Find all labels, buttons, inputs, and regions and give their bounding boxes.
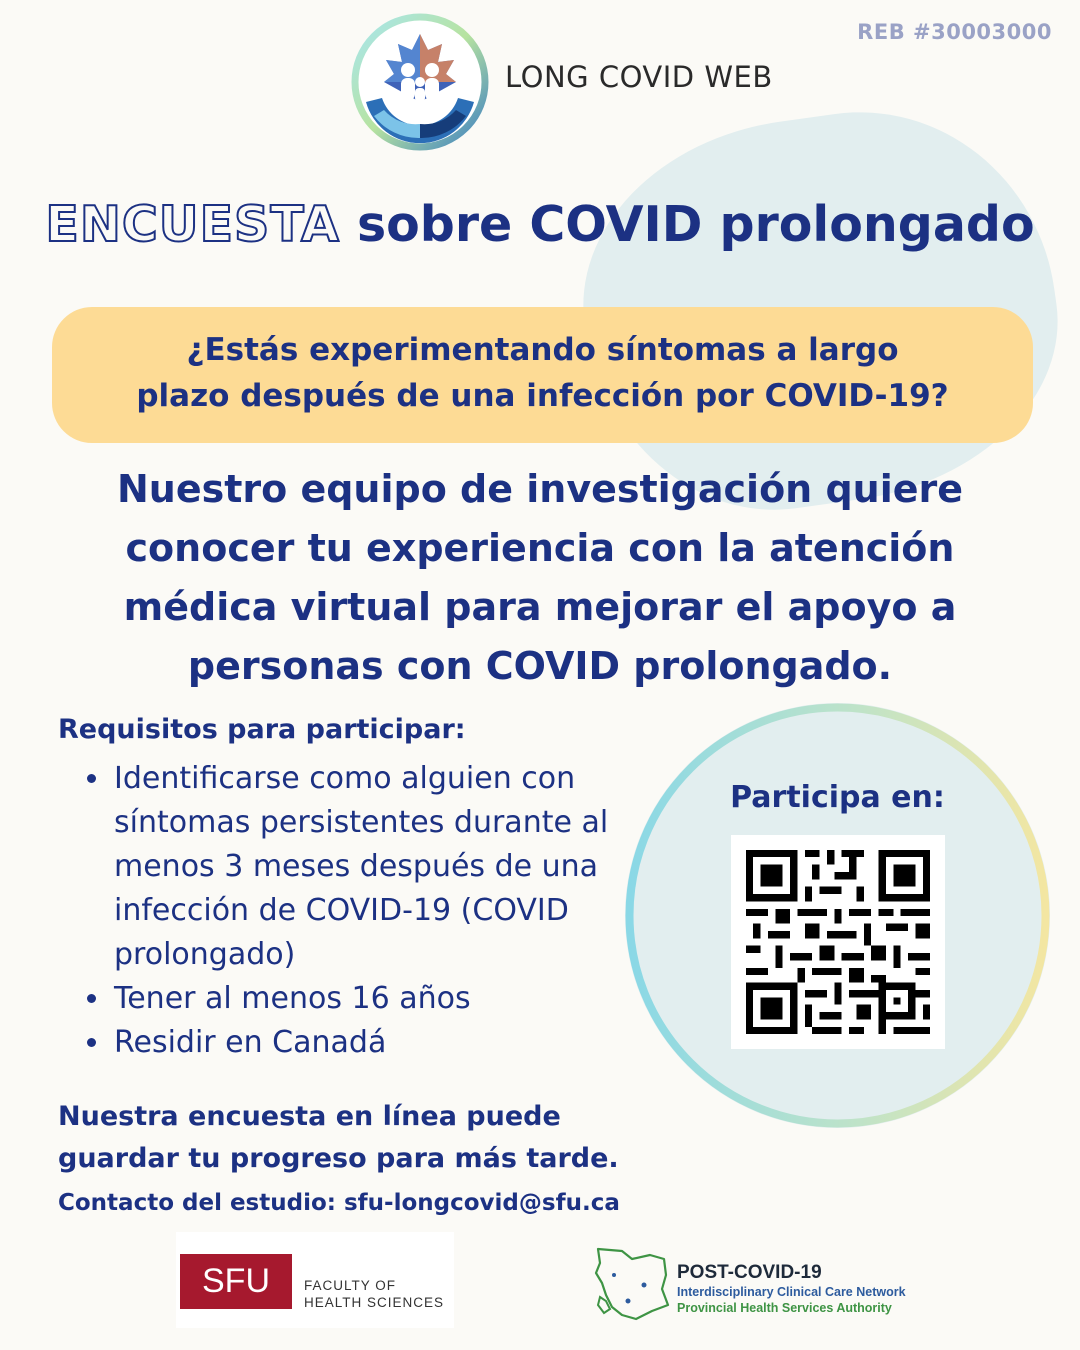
- survey-qr-code[interactable]: [731, 835, 945, 1049]
- lead-paragraph: [40, 460, 1040, 696]
- question-box: [52, 307, 1033, 443]
- postcovid-authority: Provincial Health Services Authority: [677, 1301, 892, 1315]
- requirement-item: • Identificarse como alguien con síntomas persistentes durante al menos 3 meses después de una infección de COVID-19 (COVID prolongado): [112, 757, 672, 977]
- page-title: [0, 196, 1080, 253]
- question-line-1: ¿Estás experimentando síntomas a largo: [186, 332, 899, 368]
- sfu-faculty-line-2: HEALTH SCIENCES: [304, 1295, 445, 1310]
- lead-line-1: Nuestro equipo de investigación quiere: [116, 467, 964, 511]
- save-note-line-1: Nuestra encuesta en línea puede: [58, 1101, 561, 1132]
- reb-number: REB #30003000: [857, 20, 1052, 44]
- logo-text: LONG COVID WEB: [505, 60, 773, 94]
- requirements-list: [80, 757, 672, 1065]
- bc-map-icon: [592, 1245, 672, 1325]
- sfu-logo: [176, 1232, 454, 1328]
- lead-line-3: médica virtual para mejorar el apoyo a: [123, 585, 957, 629]
- study-contact: Contacto del estudio: sfu-longcovid@sfu.ca: [58, 1190, 620, 1216]
- requirement-item: • Residir en Canadá: [112, 1021, 672, 1065]
- requirements-heading: Requisitos para participar:: [58, 714, 466, 745]
- sfu-faculty-line-1: FACULTY OF: [304, 1278, 397, 1293]
- title-solid-text: sobre COVID prolongado: [356, 196, 1035, 253]
- lead-line-4: personas con COVID prolongado.: [187, 644, 893, 688]
- participate-label: Participa en:: [730, 780, 945, 815]
- save-progress-note: [58, 1096, 658, 1180]
- title-outline-word: ENCUESTA: [45, 196, 340, 253]
- postcovid-network: Interdisciplinary Clinical Care Network: [677, 1285, 906, 1299]
- requirement-item: • Tener al menos 16 años: [112, 977, 672, 1021]
- sfu-faculty-text: [304, 1277, 444, 1311]
- long-covid-web-logo: [350, 12, 490, 152]
- sfu-logo-box: SFU: [180, 1254, 292, 1309]
- postcovid-title: POST-COVID-19: [677, 1262, 822, 1283]
- lead-line-2: conocer tu experiencia con la atención: [125, 526, 955, 570]
- save-note-line-2: guardar tu progreso para más tarde.: [58, 1143, 619, 1174]
- question-line-2: plazo después de una infección por COVID-19?: [136, 378, 949, 414]
